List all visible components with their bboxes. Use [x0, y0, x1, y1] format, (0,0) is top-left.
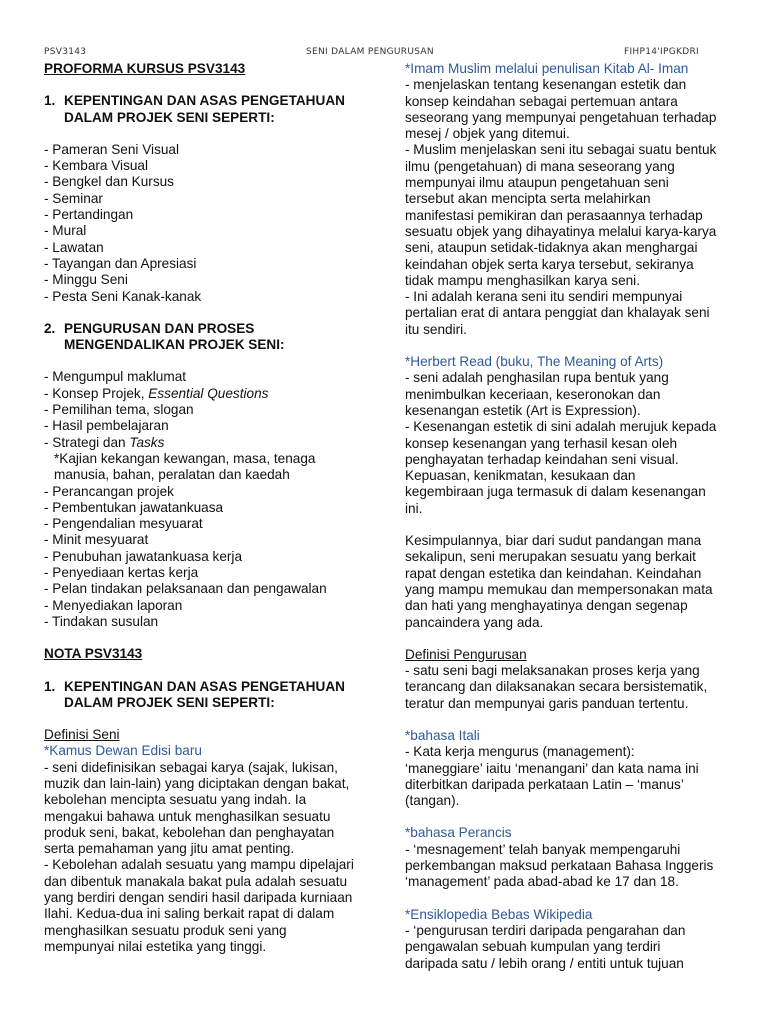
list-item: - Kembara Visual [44, 158, 149, 174]
list-note: manusia, bahan, peralatan dan kaedah [54, 467, 290, 483]
list-item: - Mengumpul maklumat [44, 369, 187, 385]
list-item: - Menyediakan laporan [44, 597, 183, 613]
list-item: - Tindakan susulan [44, 613, 159, 629]
list-item: - Pesta Seni Kanak-kanak [44, 288, 202, 304]
project-list [44, 142, 374, 305]
source-imam-muslim: *Imam Muslim melalui penulisan Kitab Al- Iman [405, 61, 689, 76]
list-item: - Mural [44, 223, 87, 239]
list-item: - Seminar [44, 190, 103, 206]
section-3-heading: 1. KEPENTINGAN DAN ASAS PENGETAHUAN DALAM PROJEK SENI SEPERTI: [44, 678, 345, 710]
source-herbert-read: *Herbert Read (buku, The Meaning of Arts) [405, 354, 664, 370]
list-item: - Konsep Projek, Essential Questions [44, 385, 269, 401]
list-item: - Pemilihan tema, slogan [44, 402, 194, 418]
section-1-heading: 1. KEPENTINGAN DAN ASAS PENGETAHUAN DALAM PROJEK SENI SEPERTI: [44, 93, 345, 125]
list-item: - Perancangan projek [44, 483, 174, 499]
header-title: SENI DALAM PENGURUSAN [306, 47, 434, 57]
list-item: - Pameran Seni Visual [44, 141, 180, 157]
process-list [44, 369, 374, 630]
nota-title: NOTA PSV3143 [44, 646, 143, 662]
list-item: - Minit mesyuarat [44, 532, 149, 548]
definition-pengurusan-title: Definisi Pengurusan [405, 646, 527, 662]
list-item: - Minggu Seni [44, 272, 128, 288]
list-item: - Hasil pembelajaran [44, 418, 169, 434]
paragraph-herbert-read: - seni adalah penghasilan rupa bentuk yang menimbulkan keceriaan, keseronokan dan kesenangan estetik (Art is Expression). - Kesenangan estetik di sini adalah merujuk kepada konsep kesenangan yang terhasil kesan oleh penghayatan terhadap keindahan seni visual. Kepuasan, kenikmatan, kesukaan dan kegembiraan juga termasuk di dalam kesenangan ini. [405, 370, 717, 516]
list-item: - Pertandingan [44, 207, 134, 223]
header-course-code: PSV3143 [44, 47, 87, 57]
right-column [405, 61, 745, 972]
list-item: - Pengendalian mesyuarat [44, 516, 203, 532]
list-item: - Pelan tindakan pelaksanaan dan pengawalan [44, 581, 327, 597]
list-note: *Kajian kekangan kewangan, masa, tenaga [54, 450, 316, 466]
source-kamus-dewan: *Kamus Dewan Edisi baru [44, 743, 202, 759]
paragraph-definisi-seni: - seni didefinisikan sebagai karya (sajak, lukisan, muzik dan lain-lain) yang diciptakan dengan bakat, kebolehan mencipta sesuatu yang indah. Ia mengakui bahawa untuk menghasilkan sesuatu produk seni, bakat, kebolehan dan penghayatan serta pemahaman yang jitu amat penting. - Kebolehan adalah sesuatu yang mampu dipelajari dan dibentuk manakala bakat pula adalah sesuatu yang berdiri dengan sendiri hasil daripada kurniaan Ilahi. Kedua-dua ini saling berkait rapat di dalam menghasilkan sesuatu produk seni yang mempunyai nilai estetika yang tinggi. [44, 759, 354, 954]
definition-title: Definisi Seni [44, 727, 120, 743]
list-item: - Pembentukan jawatankuasa [44, 499, 224, 515]
source-bahasa-perancis: *bahasa Perancis [405, 825, 512, 841]
source-wikipedia: *Ensiklopedia Bebas Wikipedia [405, 906, 593, 922]
paragraph-imam-muslim: - menjelaskan tentang kesenangan estetik dan konsep keindahan sebagai pertemuan antara seseorang yang mempunyai pengetahuan terhadap mesej / objek yang ditemui. - Muslim menjelaskan seni itu sebagai suatu bentuk ilmu (pengetahuan) di mana seseorang yang mempunyai ilmu ataupun pengetahuan seni tersebut akan mencipta serta melahirkan manifestasi pemikiran dan perasaannya terhadap sesuatu objek yang dihayatinya melalui karya-karya seni, ataupun setidak-tidaknya akan menghargai keindahan objek serta karya tersebut, sekiranya tidak mampu menghasilkan karya seni. - Ini adalah kerana seni itu sendiri mempunyai pertalian erat di antara penggiat dan khalayak seni itu sendiri. [405, 77, 717, 337]
header-code-right: FIHP14'IPGKDRI [624, 47, 699, 57]
list-item: - Penubuhan jawatankuasa kerja [44, 548, 242, 564]
paragraph-wikipedia: - ‘pengurusan terdiri daripada pengarahan dan pengawalan sebuah kumpulan yang terdiri daripada satu / lebih orang / entiti untuk tujuan [405, 922, 686, 971]
list-item: - Strategi dan Tasks [44, 434, 165, 450]
paragraph-bahasa-perancis: - ‘mesnagement’ telah banyak mempengaruhi perkembangan maksud perkataan Bahasa Inggeris ‘management’ pada abad-abad ke 17 dan 18. [405, 841, 714, 890]
section-2-heading: 2. PENGURUSAN DAN PROSES MENGENDALIKAN PROJEK SENI: [44, 320, 285, 353]
paragraph-definisi-pengurusan: - satu seni bagi melaksanakan proses kerja yang terancang dan dilaksanakan secara bersistematik, teratur dan mempunyai garis panduan tertentu. [405, 663, 708, 711]
paragraph-bahasa-itali: - Kata kerja mengurus (management): ‘maneggiare’ iaitu ‘menangani’ dan kata nama ini diterbitkan daripada perkataan Latin – ‘manus’ (tangan). [405, 744, 699, 809]
list-item: - Penyediaan kertas kerja [44, 565, 199, 581]
source-bahasa-itali: *bahasa Itali [405, 727, 480, 743]
proforma-title: PROFORMA KURSUS PSV3143 [44, 61, 246, 76]
list-item: - Tayangan dan Apresiasi [44, 255, 197, 271]
running-header [44, 44, 748, 60]
list-item: - Lawatan [44, 239, 104, 255]
paragraph-kesimpulan: Kesimpulannya, biar dari sudut pandangan mana sekalipun, seni merupakan sesuatu yang berkait rapat dengan estetika dan keindahan. Keindahan yang mampu memukau dan mempersonakan mata dan hati yang menghayatinya dengan segenap pancaindera yang ada. [405, 533, 713, 630]
left-column [44, 61, 374, 955]
list-item: - Bengkel dan Kursus [44, 174, 174, 190]
